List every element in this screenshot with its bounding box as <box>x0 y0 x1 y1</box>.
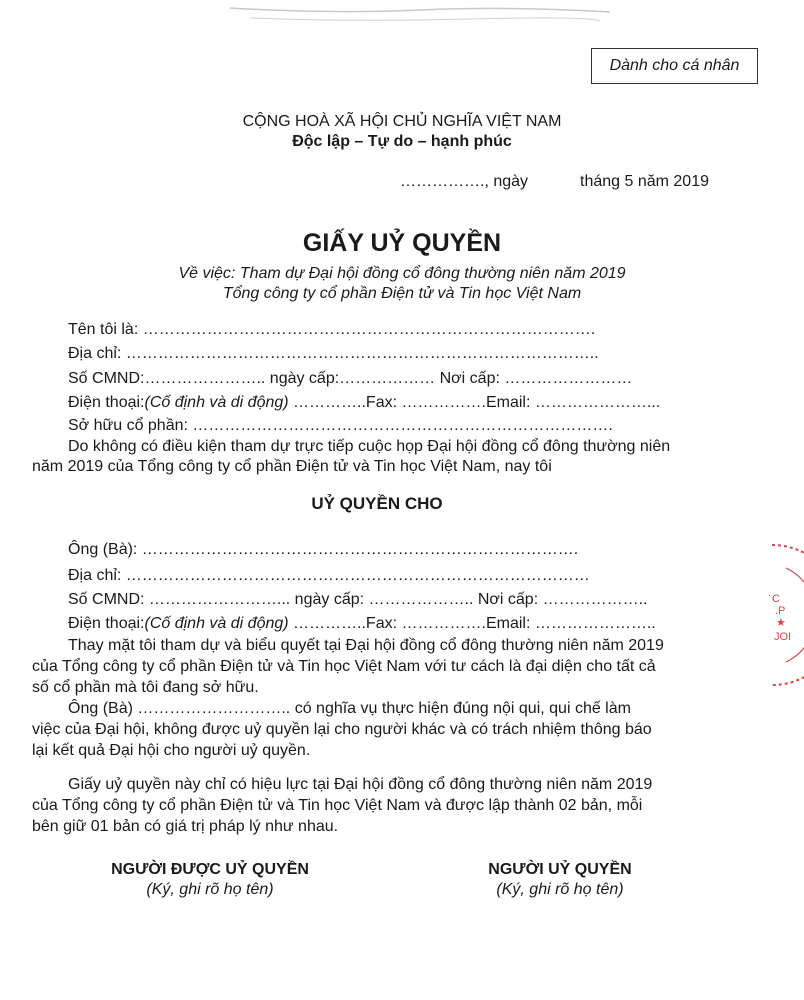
body-p1-line-2: của Tổng công ty cổ phần Điện tử và Tin học Việt Nam với tư cách là đại diện cho tất cả <box>32 658 656 675</box>
grantor-phone <box>68 393 660 413</box>
subject-line-1: Về việc: Tham dự Đại hội đồng cổ đông thường niên năm 2019 <box>178 265 626 282</box>
grantor-phone-note: (Cố định và di động) <box>144 394 289 411</box>
company-seal-stamp <box>752 540 804 690</box>
date-dots: ……………., ngày <box>400 173 529 190</box>
grantee-phone-rest: …………..Fax: …………….Email: ………………….. <box>288 615 656 632</box>
section-title: UỶ QUYỀN CHO <box>311 494 443 513</box>
grantor-name: Tên tôi là: …………………………………………………………………………. <box>68 321 596 338</box>
body-p1-line-3: số cổ phần mà tôi đang sở hữu. <box>32 679 259 696</box>
svg-text:C: C <box>772 593 780 605</box>
motto: Độc lập – Tự do – hạnh phúc <box>292 133 512 150</box>
body-p3-line-2: của Tổng công ty cổ phần Điện tử và Tin học Việt Nam và được lập thành 02 bản, mỗi <box>32 797 643 814</box>
country-header: CỘNG HOÀ XÃ HỘI CHỦ NGHĨA VIỆT NAM <box>242 113 562 130</box>
svg-text:.P: .P <box>775 605 786 617</box>
svg-text:★: ★ <box>776 617 786 629</box>
document-title: GIẤY UỶ QUYỀN <box>302 229 502 257</box>
grantee-address: Địa chỉ: …………………………………………………………………………… <box>68 567 590 584</box>
body-p3-line-1: Giấy uỷ quyền này chỉ có hiệu lực tại Đại hội đồng cổ đông thường niên năm 2019 <box>68 776 653 793</box>
svg-text:JOI: JOI <box>774 631 792 643</box>
svg-text:.: . <box>768 587 772 599</box>
grantee-signature-title: NGƯỜI ĐƯỢC UỶ QUYỀN <box>111 861 309 878</box>
grantor-signature-note: (Ký, ghi rõ họ tên) <box>496 881 624 898</box>
grantor-address: Địa chỉ: …………………………………………………………………………….. <box>68 345 599 362</box>
subject-line-2: Tổng công ty cổ phần Điện tử và Tin học Việt Nam <box>222 285 582 302</box>
grantor-signature-title: NGƯỜI UỶ QUYỀN <box>488 861 632 878</box>
date-month-year: tháng 5 năm 2019 <box>580 173 709 190</box>
grantor-para-2: năm 2019 của Tổng công ty cổ phần Điện tử và Tin học Việt Nam, nay tôi <box>32 458 552 475</box>
grantee-phone <box>68 614 656 634</box>
grantor-phone-rest: …………..Fax: …………….Email: …………………... <box>288 394 661 411</box>
grantee-name: Ông (Bà): ………………………………………………………………………. <box>68 541 579 558</box>
grantee-phone-note: (Cố định và di động) <box>144 615 289 632</box>
grantee-signature-note: (Ký, ghi rõ họ tên) <box>146 881 274 898</box>
grantor-phone-label: Điện thoại: <box>68 394 145 411</box>
body-p1-line-1: Thay mặt tôi tham dự và biểu quyết tại Đại hội đồng cổ đông thường niên năm 2019 <box>68 637 664 654</box>
grantor-id: Số CMND:………………….. ngày cấp:……………… Nơi cấp: …………………… <box>68 370 633 387</box>
body-p2-line-2: việc của Đại hội, không được uỷ quyền lại cho người khác và có trách nhiệm thông báo <box>32 721 652 738</box>
grantee-phone-label: Điện thoại: <box>68 615 145 632</box>
body-p2-line-3: lại kết quả Đại hội cho người uỷ quyền. <box>32 742 311 759</box>
grantor-para-1: Do không có điều kiện tham dự trực tiếp cuộc họp Đại hội đồng cổ đông thường niên <box>68 438 671 455</box>
grantee-id: Số CMND: ……………………... ngày cấp: ……………….. Nơi cấp: ……………….. <box>68 591 648 608</box>
body-p3-line-3: bên giữ 01 bản có giá trị pháp lý như nhau. <box>32 818 339 835</box>
body-p2-line-1: Ông (Bà) ……………………….. có nghĩa vụ thực hiện đúng nội qui, qui chế làm <box>68 700 631 717</box>
grantor-shares: Sở hữu cổ phần: ……………………………………………………………………. <box>68 417 613 434</box>
bleed-through-marks <box>0 0 804 32</box>
doc-type-box: Dành cho cá nhân <box>591 48 758 84</box>
